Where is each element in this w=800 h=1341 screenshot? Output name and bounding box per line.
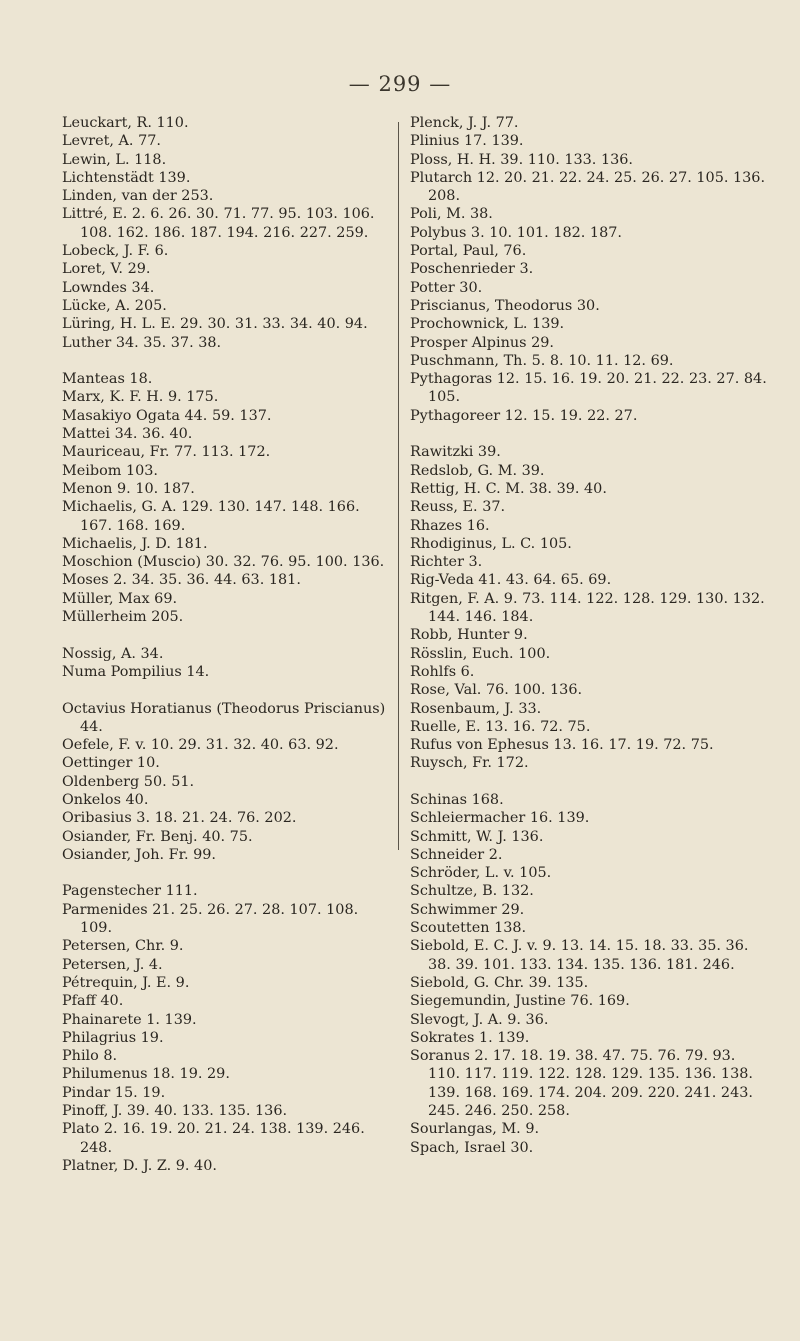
index-entry: Moses 2. 34. 35. 36. 44. 63. 181. (62, 572, 301, 589)
index-entry: Soranus 2. 17. 18. 19. 38. 47. 75. 76. 79. 93. 110. 117. 119. 122. 128. 129. 135. 136. 138. 139. 168. 169. 174. 204. 209. 220. 241. 243. 245. 246. 250. 258. (410, 1048, 753, 1120)
index-entry: Plinius 17. 139. (410, 133, 524, 150)
index-entry: Phainarete 1. 139. (62, 1011, 197, 1028)
index-entry: Loret, V. 29. (62, 261, 151, 278)
letter-section-gap (62, 626, 392, 644)
index-entry: Schröder, L. v. 105. (410, 865, 552, 882)
index-entry: Puschmann, Th. 5. 8. 10. 11. 12. 69. (410, 352, 674, 369)
index-entry: Siebold, E. C. J. v. 9. 13. 14. 15. 18. 33. 35. 36. 38. 39. 101. 133. 134. 135. 136. 181. 246. (410, 938, 749, 973)
index-entry: Sourlangas, M. 9. (410, 1121, 540, 1138)
index-entry: Pagenstecher 111. (62, 883, 198, 900)
index-entry: Richter 3. (410, 554, 483, 571)
index-entry: Pythagoras 12. 15. 16. 19. 20. 21. 22. 23. 27. 84. 105. (410, 371, 767, 406)
letter-section-gap (62, 681, 392, 699)
index-entry: Plenck, J. J. 77. (410, 115, 519, 131)
index-entry: Rosenbaum, J. 33. (410, 700, 542, 717)
index-entry: Potter 30. (410, 279, 483, 296)
index-entry: Lüring, H. L. E. 29. 30. 31. 33. 34. 40. 94. (62, 316, 368, 333)
index-entry: Scoutetten 138. (410, 920, 527, 937)
index-entry: Rawitzki 39. (410, 444, 501, 461)
index-entry: Rohlfs 6. (410, 663, 475, 680)
index-entry: Polybus 3. 10. 101. 182. 187. (410, 224, 622, 241)
index-entry: Pfaff 40. (62, 993, 124, 1010)
index-entry: Onkelos 40. (62, 791, 149, 808)
index-entry: Oefele, F. v. 10. 29. 31. 32. 40. 63. 92. (62, 737, 339, 754)
page-number: — 299 — (348, 72, 452, 96)
index-entry: Prosper Alpinus 29. (410, 334, 554, 351)
index-entry: Manteas 18. (62, 371, 153, 388)
index-entry: Ruelle, E. 13. 16. 72. 75. (410, 718, 591, 735)
index-entry: Schultze, B. 132. (410, 883, 534, 900)
index-entry: Michaelis, J. D. 181. (62, 535, 208, 552)
index-entry: Leuckart, R. 110. (62, 115, 189, 131)
index-entry: Philumenus 18. 19. 29. (62, 1066, 230, 1083)
index-entry: Masakiyo Ogata 44. 59. 137. (62, 407, 272, 424)
index-entry: Lobeck, J. F. 6. (62, 243, 169, 260)
index-entry: Slevogt, J. A. 9. 36. (410, 1011, 549, 1028)
index-entry: Poli, M. 38. (410, 206, 493, 223)
index-entry: Moschion (Muscio) 30. 32. 76. 95. 100. 136. (62, 554, 385, 571)
index-entry: Lücke, A. 205. (62, 297, 167, 314)
index-entry: Pythagoreer 12. 15. 19. 22. 27. (410, 407, 638, 424)
index-entry: Redslob, G. M. 39. (410, 462, 545, 479)
index-entry: Siegemundin, Justine 76. 169. (410, 993, 630, 1010)
index-entry: Rettig, H. C. M. 38. 39. 40. (410, 480, 607, 497)
index-entry: Philo 8. (62, 1048, 118, 1065)
index-entry: Plutarch 12. 20. 21. 22. 24. 25. 26. 27. 105. 136. 208. (410, 169, 766, 205)
index-entry: Müller, Max 69. (62, 590, 178, 607)
index-entry: Oldenberg 50. 51. (62, 773, 195, 790)
index-entry: Poschenrieder 3. (410, 261, 534, 278)
index-entry: Reuss, E. 37. (410, 499, 506, 516)
index-entry: Schmitt, W. J. 136. (410, 828, 544, 845)
index-entry: Rösslin, Euch. 100. (410, 645, 551, 662)
index-entry: Ritgen, F. A. 9. 73. 114. 122. 128. 129. 130. 132. 144. 146. 184. (410, 590, 765, 626)
index-entry: Ruysch, Fr. 172. (410, 755, 529, 772)
letter-section-gap (62, 352, 392, 370)
index-entry: Petersen, Chr. 9. (62, 938, 184, 955)
index-entry: Siebold, G. Chr. 39. 135. (410, 974, 589, 991)
index-entry: Priscianus, Theodorus 30. (410, 297, 600, 314)
index-entry: Nossig, A. 34. (62, 645, 164, 662)
letter-section-gap (62, 864, 392, 882)
index-entry: Spach, Israel 30. (410, 1139, 534, 1156)
index-entry: Prochownick, L. 139. (410, 316, 565, 333)
index-entry: Schinas 168. (410, 791, 504, 808)
index-column-left (62, 114, 392, 1175)
index-entry: Osiander, Fr. Benj. 40. 75. (62, 828, 253, 845)
index-entry: Lewin, L. 118. (62, 151, 167, 168)
index-entry: Rhodiginus, L. C. 105. (410, 535, 572, 552)
index-entry: Schneider 2. (410, 846, 503, 863)
index-entry: Schwimmer 29. (410, 901, 525, 918)
index-entry: Philagrius 19. (62, 1029, 164, 1046)
index-entry: Numa Pompilius 14. (62, 663, 210, 680)
index-entry: Ploss, H. H. 39. 110. 133. 136. (410, 151, 633, 168)
index-entry: Petersen, J. 4. (62, 956, 163, 973)
letter-section-gap (410, 425, 770, 443)
index-entry: Linden, van der 253. (62, 188, 214, 205)
index-entry: Michaelis, G. A. 129. 130. 147. 148. 166. 167. 168. 169. (62, 499, 360, 534)
index-entry: Menon 9. 10. 187. (62, 480, 195, 497)
index-entry: Pétrequin, J. E. 9. (62, 974, 190, 991)
index-entry: Rufus von Ephesus 13. 16. 17. 19. 72. 75. (410, 737, 714, 754)
index-entry: Portal, Paul, 76. (410, 243, 527, 260)
index-entry: Mauriceau, Fr. 77. 113. 172. (62, 444, 271, 461)
index-entry: Rhazes 16. (410, 517, 490, 534)
index-entry: Meibom 103. (62, 462, 158, 479)
index-entry: Luther 34. 35. 37. 38. (62, 334, 222, 351)
index-entry: Pindar 15. 19. (62, 1084, 166, 1101)
index-entry: Marx, K. F. H. 9. 175. (62, 389, 219, 406)
index-entry: Pinoff, J. 39. 40. 133. 135. 136. (62, 1103, 288, 1120)
index-entry: Lowndes 34. (62, 279, 155, 296)
index-entry: Müllerheim 205. (62, 609, 184, 626)
index-entry: Oribasius 3. 18. 21. 24. 76. 202. (62, 810, 297, 827)
column-divider (398, 122, 399, 850)
index-entry: Osiander, Joh. Fr. 99. (62, 846, 216, 863)
index-entry: Rose, Val. 76. 100. 136. (410, 682, 583, 699)
index-column-right (410, 114, 770, 1157)
index-entry: Oettinger 10. (62, 755, 160, 772)
index-entry: Plato 2. 16. 19. 20. 21. 24. 138. 139. 246. 248. (62, 1121, 365, 1156)
index-entry: Platner, D. J. Z. 9. 40. (62, 1157, 217, 1174)
index-entry: Schleiermacher 16. 139. (410, 810, 590, 827)
index-entry: Mattei 34. 36. 40. (62, 426, 193, 443)
index-entry: Levret, A. 77. (62, 133, 161, 150)
index-entry: Littré, E. 2. 6. 26. 30. 71. 77. 95. 103. 106. 108. 162. 186. 187. 194. 216. 227. 259. (62, 206, 375, 241)
index-entry: Robb, Hunter 9. (410, 627, 528, 644)
letter-section-gap (410, 773, 770, 791)
index-entry: Rig-Veda 41. 43. 64. 65. 69. (410, 572, 612, 589)
index-entry: Octavius Horatianus (Theodorus Priscianus) 44. (62, 700, 386, 735)
index-entry: Sokrates 1. 139. (410, 1029, 530, 1046)
index-entry: Parmenides 21. 25. 26. 27. 28. 107. 108. 109. (62, 901, 359, 937)
index-entry: Lichtenstädt 139. (62, 169, 191, 186)
